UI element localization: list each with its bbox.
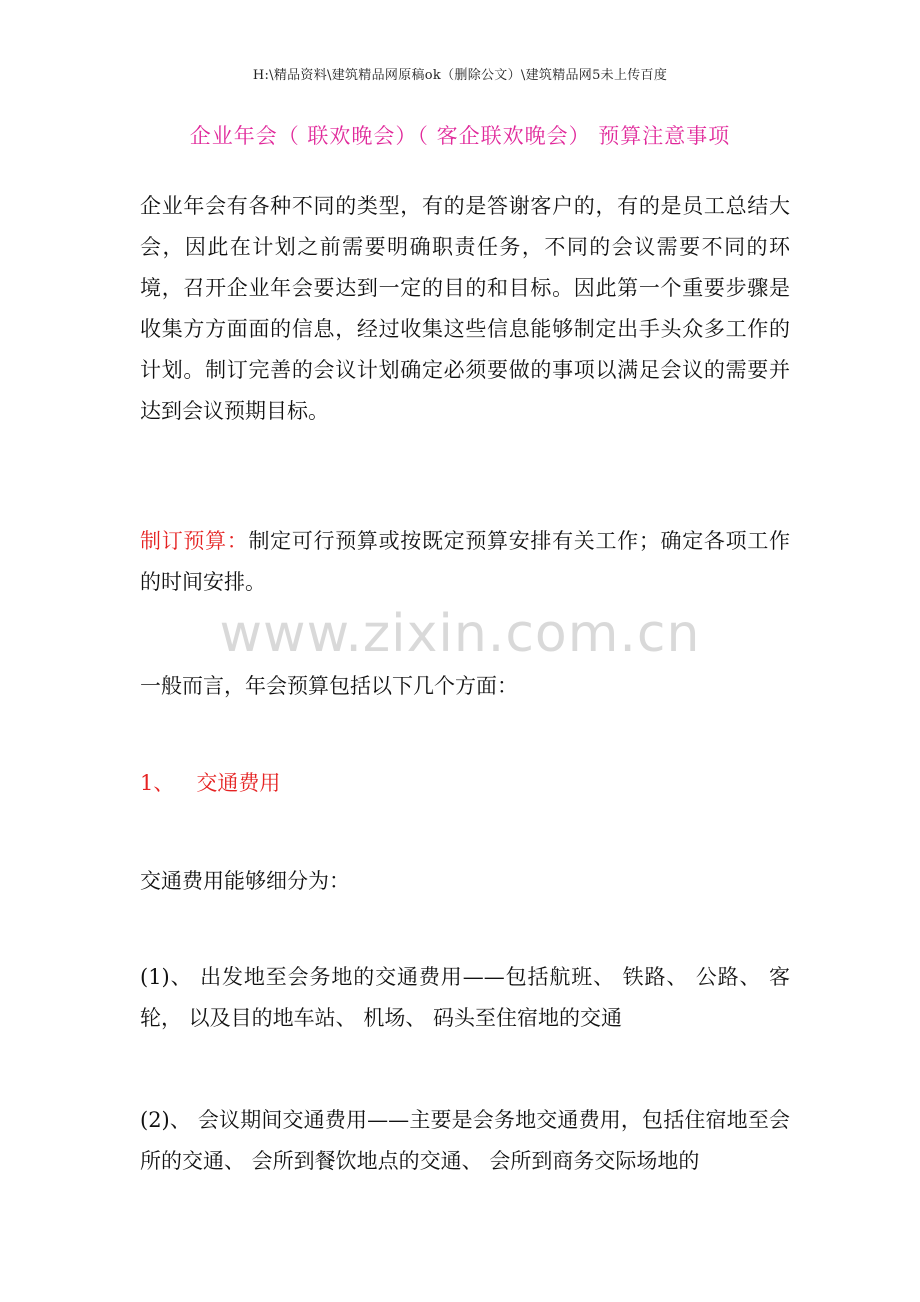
budget-text: 制定可行预算或按既定预算安排有关工作；确定各项工作的时间安排。 (140, 529, 791, 594)
section-title: 交通费用 (196, 771, 281, 795)
list-item-2: (2)、 会议期间交通费用——主要是会务地交通费用，包括住宿地至会所的交通、 会所到餐饮地点的交通、 会所到商务交际场地的 (140, 1108, 790, 1173)
intro-paragraph: 企业年会有各种不同的类型，有的是答谢客户的，有的是员工总结大会，因此在计划之前需要明确职责任务，不同的会议需要不同的环境，召开企业年会要达到一定的目的和目标。因此第一个重要步骤是收集方方面面的信息，经过收集这些信息能够制定出手头众多工作的计划。制订完善的会议计划确定必须要做的事项以满足会议的需要并达到会议预期目标。 (140, 194, 790, 423)
budget-paragraph (140, 521, 790, 603)
budget-label: 制订预算： (140, 529, 249, 553)
section-heading-transport (140, 763, 790, 804)
list-item-1: (1)、 出发地至会务地的交通费用——包括航班、 铁路、 公路、 客轮， 以及目的地车站、 机场、 码头至住宿地的交通 (140, 965, 790, 1030)
watermark: www.zixin.com.cn (219, 604, 701, 664)
file-path-header: H:\精品资料\建筑精品网原稿ok（删除公文）\建筑精品网5未上传百度 (252, 68, 668, 83)
subdivide-paragraph: 交通费用能够细分为： (140, 869, 350, 893)
general-paragraph: 一般而言，年会预算包括以下几个方面： (140, 674, 518, 698)
document-title: 企业年会（ 联欢晚会）（ 客企联欢晚会） 预算注意事项 (189, 124, 731, 148)
section-number: 1、 (140, 771, 175, 795)
